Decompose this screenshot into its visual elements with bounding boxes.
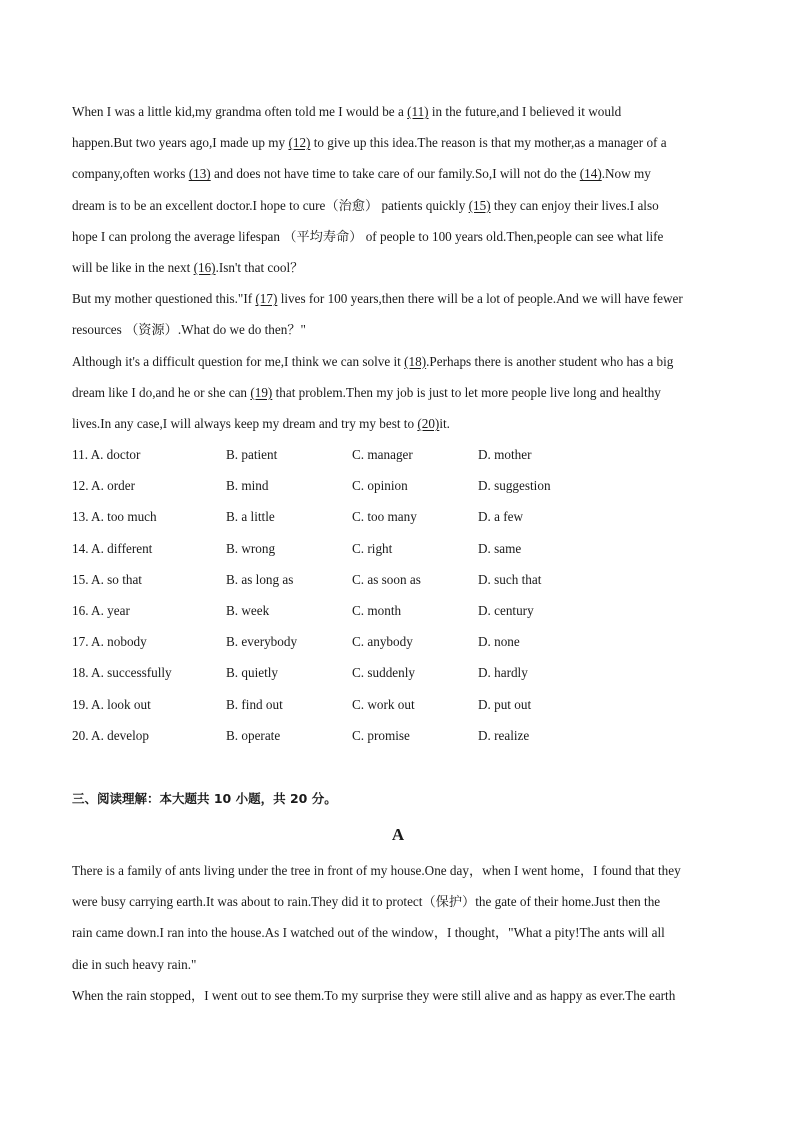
answer-option: D. century: [478, 603, 534, 618]
blank-number: (20): [417, 416, 440, 431]
passage-text: they can enjoy their lives.I also: [490, 197, 659, 213]
question-option-a: 14. A. different: [72, 540, 153, 556]
passage-text: will be like in the next: [72, 260, 194, 275]
answer-option: B. a little: [226, 509, 275, 525]
question-row: [72, 476, 632, 496]
passage-text: lives.In any case,I will always keep my dream and try my best to: [72, 416, 418, 431]
passage-text: in the future,and I believed it would: [428, 104, 622, 119]
answer-option: D. such that: [478, 571, 542, 587]
blank-number: (19): [250, 384, 273, 400]
section-heading: 三、阅读理解：本大题共 10 小题，共 20 分。: [72, 791, 337, 806]
cloze-line: [72, 383, 732, 403]
passage-text: resources （资源）.What do we do then？": [72, 322, 306, 338]
answer-option: C. anybody: [352, 634, 413, 650]
answer-option: C. as soon as: [352, 571, 421, 587]
question-row: [72, 601, 632, 621]
question-row: [72, 632, 632, 652]
cloze-line: [72, 320, 732, 340]
answer-option: C. month: [352, 603, 402, 618]
passage-text: that problem.Then my job is just to let more people live long and healthy: [272, 384, 661, 400]
question-option-a: 12. A. order: [72, 478, 135, 494]
question-option-a: 19. A. look out: [72, 696, 151, 712]
passage-text: Although it's a difficult question for me,I think we can solve it: [72, 353, 405, 369]
blank-number: (16): [193, 260, 216, 275]
question-row: [72, 445, 632, 465]
cloze-line: [72, 164, 732, 184]
passage-text: lives for 100 years,then there will be a lot of people.And we will have fewer: [277, 291, 683, 307]
passage-text: But my mother questioned this."If: [72, 291, 256, 307]
answer-option: D. a few: [478, 509, 524, 525]
passage-text: company,often works: [72, 166, 189, 182]
passage-line: There is a family of ants living under the tree in front of my house.One day，when I went home，I found that they: [72, 863, 681, 878]
passage-text: to give up this idea.The reason is that my mother,as a manager of a: [310, 135, 667, 151]
answer-option: B. patient: [226, 447, 278, 462]
answer-option: D. same: [478, 540, 522, 556]
blank-number: (17): [255, 291, 278, 307]
question-option-a: 17. A. nobody: [72, 634, 147, 650]
passage-text: .Isn't that cool？: [215, 260, 304, 275]
passage-text: it.: [439, 416, 450, 431]
passage-line: When the rain stopped，I went out to see them.To my surprise they were still alive and as happy as ever.The earth: [72, 987, 676, 1003]
question-row: [72, 695, 632, 715]
answer-option: C. manager: [352, 447, 413, 462]
passage-line: rain came down.I ran into the house.As I watched out of the window，I thought，"What a pity!The ants will all: [72, 925, 665, 941]
passage-text: and does not have time to take care of our family.So,I will not do the: [210, 166, 580, 182]
answer-option: B. operate: [226, 727, 281, 743]
cloze-line: [72, 133, 732, 153]
passage-line: were busy carrying earth.It was about to rain.They did it to protect（保护）the gate of their home.Just then the: [72, 894, 661, 910]
passage-text: .Perhaps there is another student who has a big: [426, 353, 674, 369]
answer-option: D. put out: [478, 696, 532, 712]
blank-number: (14): [579, 166, 602, 182]
answer-option: D. none: [478, 634, 520, 650]
passage-text: When I was a little kid,my grandma often told me I would be a: [72, 104, 408, 119]
passage-text: dream like I do,and he or she can: [72, 384, 251, 400]
blank-number: (11): [407, 104, 429, 119]
cloze-line: [72, 289, 732, 309]
question-option-a: 13. A. too much: [72, 509, 157, 525]
cloze-line: [72, 196, 732, 216]
cloze-line: [72, 414, 732, 434]
question-option-a: 20. A. develop: [72, 727, 149, 743]
blank-number: (15): [468, 197, 491, 213]
cloze-line: [72, 352, 732, 372]
answer-option: D. realize: [478, 727, 530, 743]
passage-text: happen.But two years ago,I made up my: [72, 135, 289, 151]
passage-text: .Now my: [601, 166, 651, 182]
cloze-line: [72, 227, 732, 247]
cloze-line: [72, 102, 732, 122]
question-row: [72, 726, 632, 746]
passage-title: A: [391, 825, 405, 844]
question-row: [72, 539, 632, 559]
answer-option: C. suddenly: [352, 665, 416, 681]
answer-option: C. too many: [352, 509, 417, 525]
answer-option: B. week: [226, 603, 270, 618]
question-row: [72, 507, 632, 527]
blank-number: (12): [288, 135, 311, 151]
answer-option: B. find out: [226, 696, 283, 712]
answer-option: B. mind: [226, 478, 269, 494]
question-row: [72, 570, 632, 590]
answer-option: D. suggestion: [478, 478, 551, 494]
answer-option: B. wrong: [226, 540, 276, 556]
question-option-a: 16. A. year: [72, 603, 130, 618]
answer-option: C. promise: [352, 727, 410, 743]
answer-option: B. as long as: [226, 571, 294, 587]
blank-number: (18): [404, 353, 427, 369]
answer-option: B. everybody: [226, 634, 298, 650]
passage-line: die in such heavy rain.": [72, 956, 197, 972]
answer-option: D. mother: [478, 447, 532, 462]
question-option-a: 18. A. successfully: [72, 665, 172, 681]
passage-text: hope I can prolong the average lifespan （平均寿命） of people to 100 years old.Then,people can see what life: [72, 228, 664, 244]
question-row: [72, 663, 632, 683]
passage-text: dream is to be an excellent doctor.I hope to cure（治愈） patients quickly: [72, 197, 469, 213]
answer-option: C. work out: [352, 696, 415, 712]
answer-option: C. opinion: [352, 478, 408, 494]
answer-option: B. quietly: [226, 665, 279, 681]
blank-number: (13): [188, 166, 211, 182]
question-option-a: 11. A. doctor: [72, 447, 141, 462]
question-option-a: 15. A. so that: [72, 571, 142, 587]
cloze-line: [72, 258, 732, 278]
answer-option: D. hardly: [478, 665, 528, 681]
answer-option: C. right: [352, 540, 393, 556]
